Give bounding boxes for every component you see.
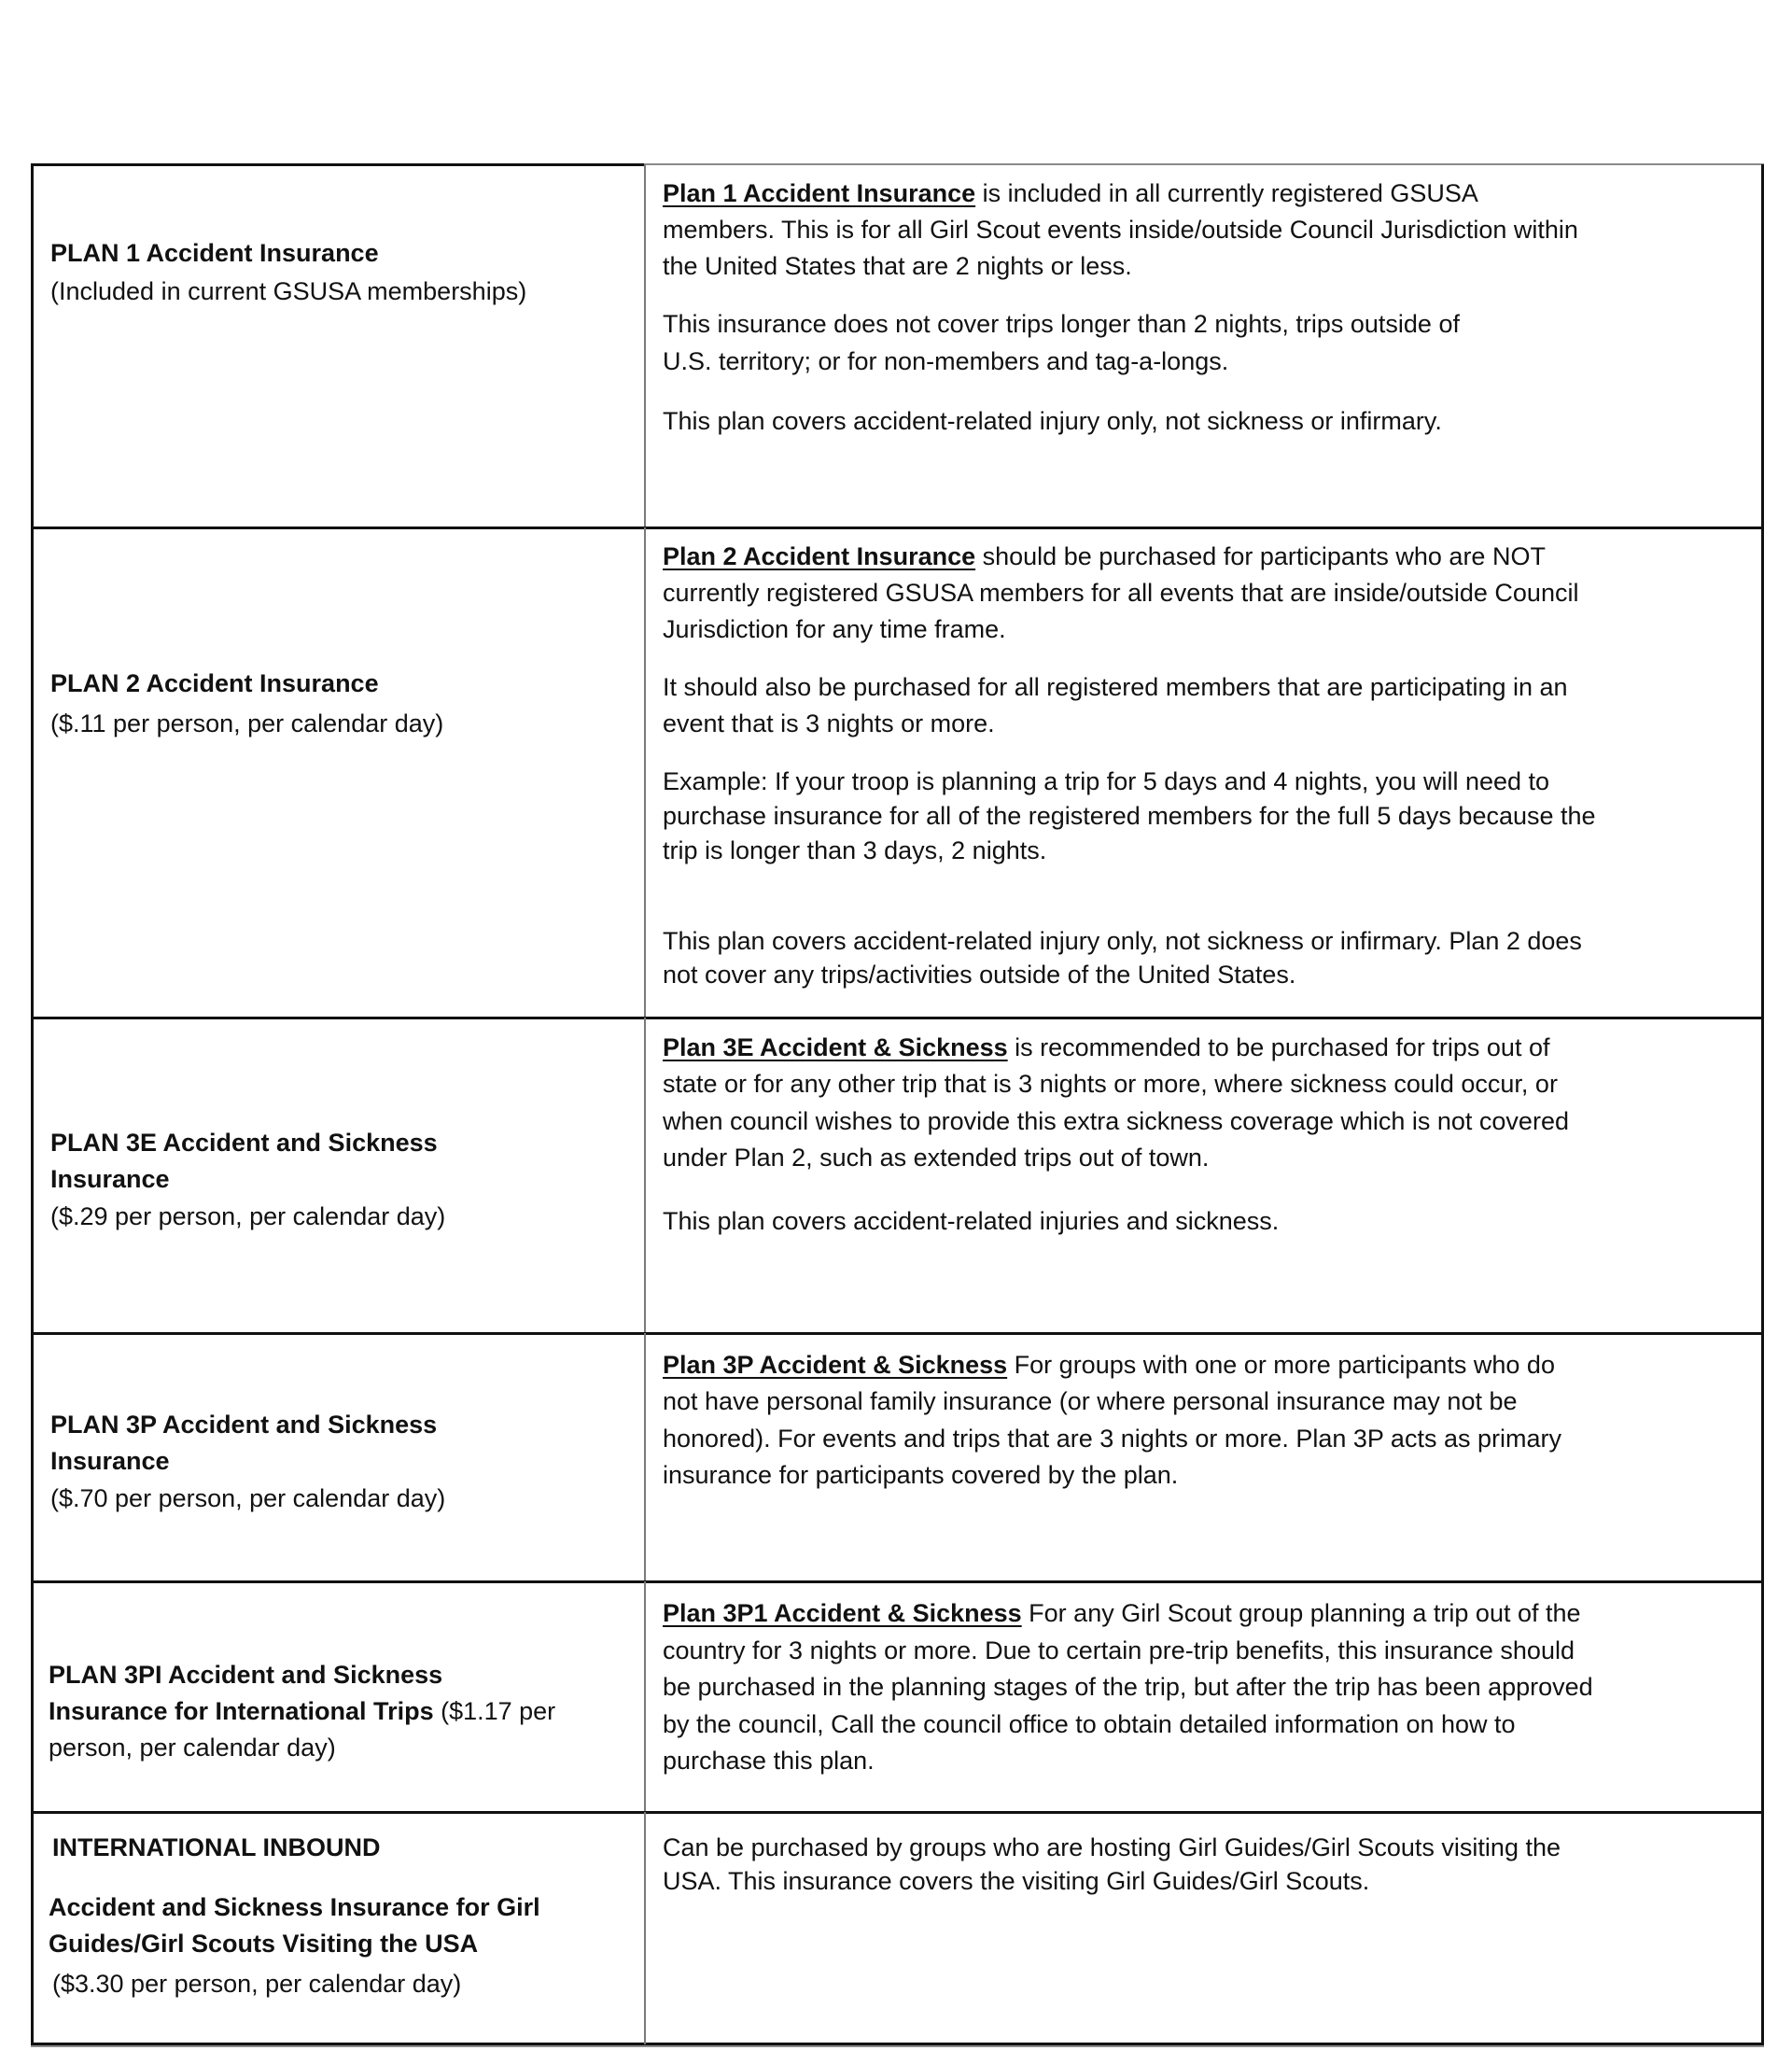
description-line: Plan 3P Accident & Sickness For groups with one or more participants who do	[663, 1351, 1555, 1379]
description-line: This plan covers accident-related injury only, not sickness or infirmary.	[663, 407, 1442, 435]
plan-price: ($3.30 per person, per calendar day)	[52, 1970, 462, 1998]
description-line: not have personal family insurance (or where personal insurance may not be	[663, 1387, 1518, 1415]
table-row-international-inbound	[31, 1812, 1764, 2044]
description-line: Can be purchased by groups who are hosting Girl Guides/Girl Scouts visiting the	[663, 1833, 1561, 1861]
description-line: country for 3 nights or more. Due to certain pre-trip benefits, this insurance should	[663, 1636, 1575, 1664]
description-line: honored). For events and trips that are 3 nights or more. Plan 3P acts as primary	[663, 1425, 1561, 1453]
plan-price: ($.29 per person, per calendar day)	[50, 1202, 446, 1230]
plan-title: Insurance	[50, 1165, 170, 1193]
description-line: event that is 3 nights or more.	[663, 709, 995, 737]
description-line: insurance for participants covered by the plan.	[663, 1461, 1179, 1489]
plan-price: ($1.17 per	[433, 1697, 556, 1725]
description-line: under Plan 2, such as extended trips out of town.	[663, 1144, 1210, 1172]
description-line: This insurance does not cover trips longer than 2 nights, trips outside of	[663, 310, 1460, 338]
plan-name-cell	[31, 164, 644, 527]
plan-name-cell	[31, 1018, 644, 1333]
table-row-plan-3e	[31, 1018, 1764, 1333]
table-row-plan-3pi	[31, 1581, 1764, 1812]
plan-title-line: Insurance for International Trips ($1.17 per	[49, 1697, 556, 1725]
description-line: purchase insurance for all of the registered members for the full 5 days because the	[663, 802, 1596, 830]
description-line: when council wishes to provide this extra sickness coverage which is not covered	[663, 1107, 1569, 1135]
plan-heading: Plan 3E Accident & Sickness	[663, 1033, 1008, 1061]
plan-title: PLAN 3E Accident and Sickness	[50, 1129, 438, 1157]
description-line: Example: If your troop is planning a trip for 5 days and 4 nights, you will need to	[663, 767, 1550, 795]
description-line: not cover any trips/activities outside of the United States.	[663, 961, 1296, 989]
description-line: Plan 2 Accident Insurance should be purchased for participants who are NOT	[663, 542, 1546, 570]
description-line: state or for any other trip that is 3 nights or more, where sickness could occur, or	[663, 1070, 1558, 1098]
description-line: by the council, Call the council office to obtain detailed information on how to	[663, 1710, 1516, 1738]
plan-label: INTERNATIONAL INBOUND	[52, 1833, 381, 1861]
plan-price: person, per calendar day)	[49, 1734, 336, 1762]
plan-price: (Included in current GSUSA memberships)	[50, 277, 527, 305]
plan-description-cell	[644, 1018, 1764, 1333]
plan-description-cell	[644, 1333, 1764, 1581]
plan-description-cell	[644, 1812, 1764, 2044]
plan-title: Guides/Girl Scouts Visiting the USA	[49, 1930, 479, 1958]
description-line: currently registered GSUSA members for all events that are inside/outside Council	[663, 579, 1579, 607]
description-line: It should also be purchased for all registered members that are participating in an	[663, 673, 1568, 701]
description-line: members. This is for all Girl Scout events inside/outside Council Jurisdiction within	[663, 216, 1578, 244]
plan-description-cell	[644, 527, 1764, 1018]
description-line: Jurisdiction for any time frame.	[663, 615, 1006, 643]
plan-price: ($.70 per person, per calendar day)	[50, 1484, 446, 1512]
description-line: Plan 3P1 Accident & Sickness For any Girl Scout group planning a trip out of the	[663, 1599, 1581, 1627]
plan-title: PLAN 3PI Accident and Sickness	[49, 1661, 443, 1689]
description-line: This plan covers accident-related injuries and sickness.	[663, 1207, 1280, 1235]
plan-name-cell	[31, 1333, 644, 1581]
plan-name-cell	[31, 1581, 644, 1812]
plan-title: PLAN 3P Accident and Sickness	[50, 1411, 438, 1439]
plan-description-cell	[644, 1581, 1764, 1812]
description-line: purchase this plan.	[663, 1747, 875, 1775]
description-line: This plan covers accident-related injury only, not sickness or infirmary. Plan 2 does	[663, 927, 1582, 955]
table-row-plan-2	[31, 527, 1764, 1018]
description-line: be purchased in the planning stages of the trip, but after the trip has been approved	[663, 1673, 1593, 1701]
insurance-plans-table	[31, 164, 1764, 2044]
plan-title: Insurance	[50, 1447, 170, 1475]
plan-heading: Plan 2 Accident Insurance	[663, 542, 976, 570]
table-row-plan-1	[31, 164, 1764, 527]
plan-title: PLAN 1 Accident Insurance	[50, 239, 379, 267]
plan-description-cell	[644, 164, 1764, 527]
plan-heading: Plan 3P1 Accident & Sickness	[663, 1599, 1022, 1627]
table-row-plan-3p	[31, 1333, 1764, 1581]
description-line: U.S. territory; or for non-members and tag-a-longs.	[663, 347, 1229, 375]
description-line: trip is longer than 3 days, 2 nights.	[663, 836, 1047, 864]
description-line: Plan 3E Accident & Sickness is recommended to be purchased for trips out of	[663, 1033, 1550, 1061]
description-line: Plan 1 Accident Insurance is included in all currently registered GSUSA	[663, 179, 1478, 207]
plan-title: PLAN 2 Accident Insurance	[50, 669, 379, 697]
plan-price: ($.11 per person, per calendar day)	[50, 709, 444, 737]
plan-heading: Plan 1 Accident Insurance	[663, 179, 976, 207]
plan-title: Accident and Sickness Insurance for Girl	[49, 1893, 540, 1921]
description-line: the United States that are 2 nights or less.	[663, 252, 1132, 280]
plan-name-cell	[31, 527, 644, 1018]
plan-heading: Plan 3P Accident & Sickness	[663, 1351, 1008, 1379]
plan-name-cell	[31, 1812, 644, 2044]
description-line: USA. This insurance covers the visiting Girl Guides/Girl Scouts.	[663, 1867, 1370, 1895]
